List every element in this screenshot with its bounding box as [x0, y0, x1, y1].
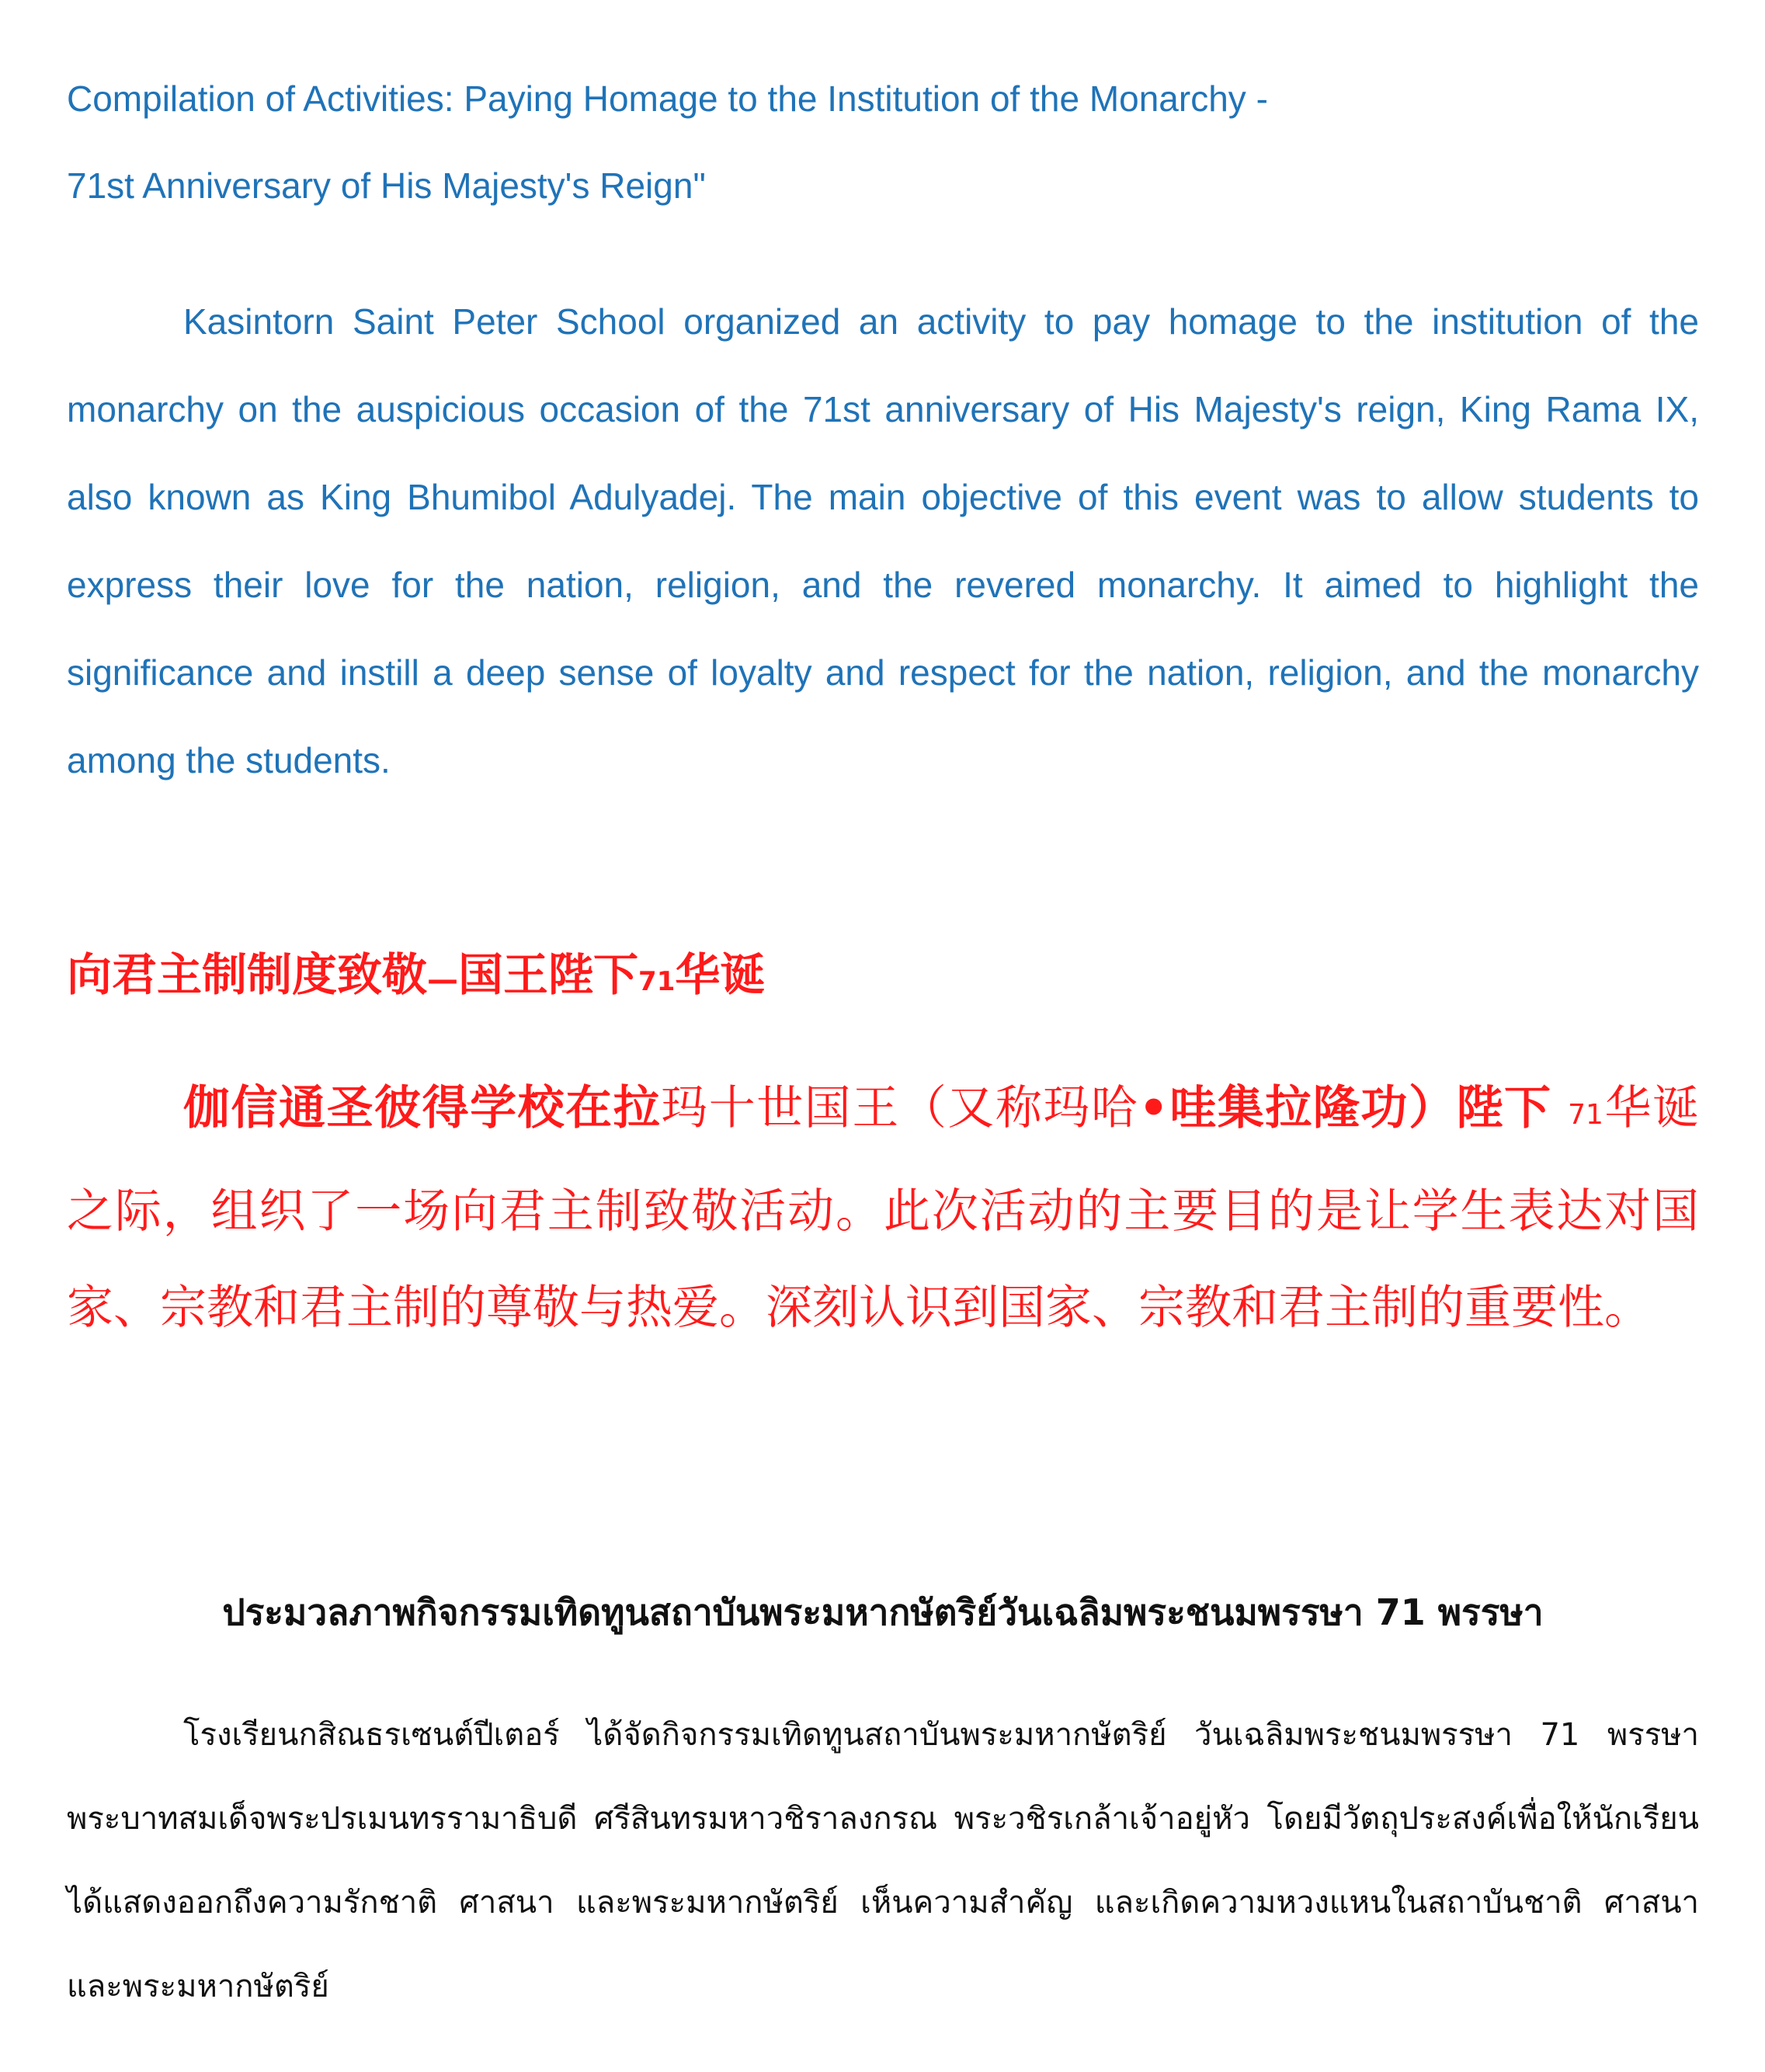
chinese-body-bold-1: 伽信通圣彼得学校在拉 — [183, 1081, 662, 1135]
chinese-title-dash: — — [427, 962, 459, 998]
chinese-title-part-2: 国王陛下 — [458, 948, 639, 1001]
chinese-body-part-2: 华诞之际，组织了一场向君主制致敬活动。此次活动的主要目的是让学生表达对国家、宗教和君主制的尊敬与热爱。深刻认识到国家、宗教和君主制的重要性。 — [67, 1081, 1699, 1335]
thai-title: ประมวลภาพกิจกรรมเทิดทูนสถาบันพระมหากษัตริย์วันเฉลิมพระชนมพรรษา 71 พรรษา — [222, 1591, 1544, 1633]
chinese-body-part-1: 玛十世国王（又称玛哈 — [661, 1081, 1139, 1135]
english-body-paragraph: Kasintorn Saint Peter School organized an activity to pay homage to the institution of the monarchy on the auspicious occasion of the 71st anniversary of His Majesty's reign, King Rama IX, also known as King Bhumibol Adulyadej. The main objective of this event was to allow students to express their love for the nation, religion, and the revered monarchy. It aimed to highlight the significance and instill a deep sense of loyalty and respect for the nation, religion, and the monarchy among the students. — [67, 301, 1699, 780]
english-title-line-1: Compilation of Activities: Paying Homage to the Institution of the Monarchy - — [67, 78, 1268, 119]
chinese-title-number: 71 — [638, 966, 676, 997]
english-title-line-2: 71st Anniversary of His Majesty's Reign" — [67, 165, 706, 206]
chinese-title-part-1: 向君主制制度致敬 — [67, 948, 428, 1001]
chinese-body-paragraph — [67, 1060, 1699, 1356]
chinese-body-bold-2: •哇集拉隆功）陛下 — [1138, 1081, 1552, 1135]
document-page — [67, 0, 1699, 2072]
chinese-body-number: 71 — [1568, 1099, 1603, 1131]
chinese-title — [67, 940, 1699, 1017]
chinese-title-part-3: 华诞 — [675, 948, 766, 1001]
thai-body-paragraph: โรงเรียนกสิณธรเซนต์ปีเตอร์ ได้จัดกิจกรรมเทิดทูนสถาบันพระมหากษัตริย์ วันเฉลิมพระชนมพรรษา 71 พรรษา พระบาทสมเด็จพระปรเมนทรรามาธิบดี ศรีสินทรมหาวชิราลงกรณ พระวชิรเกล้าเจ้าอยู่หัว โดยมีวัตถุประสงค์เพื่อให้นักเรียนได้แสดงออกถึงความรักชาติ ศาสนา และพระมหากษัตริย์ เห็นความสำคัญ และเกิดความหวงแหนในสถาบันชาติ ศาสนา และพระมหากษัตริย์ — [67, 1717, 1699, 2004]
